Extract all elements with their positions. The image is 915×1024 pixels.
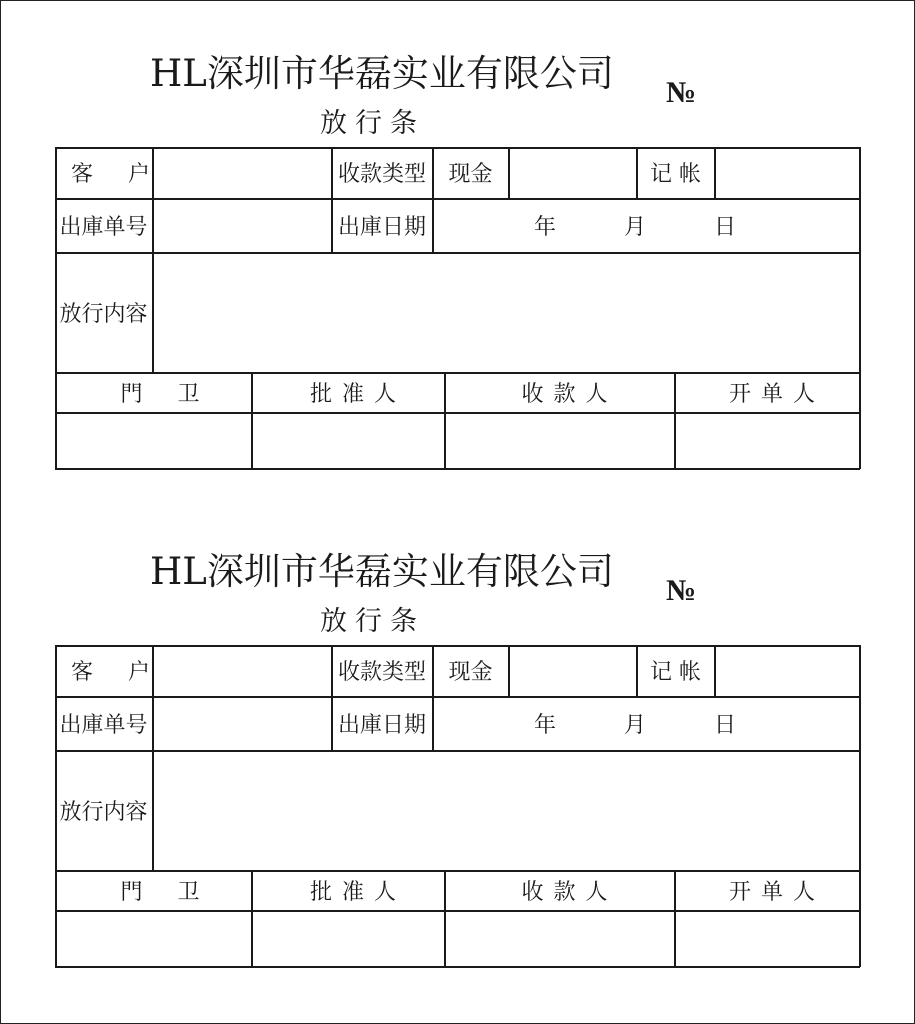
release-content-label: 放行内容 (59, 301, 148, 327)
cash-amount-field[interactable] (510, 646, 635, 695)
payee-label: 收款人 (521, 381, 618, 407)
outbound-number-label: 出庫单号 (59, 214, 148, 240)
release-content-field[interactable] (154, 254, 858, 371)
release-form-table (55, 645, 860, 967)
day-label: 日 (713, 712, 736, 738)
issuer-signature-field[interactable] (676, 414, 858, 467)
release-form-table (55, 147, 860, 469)
bookkeeping-field[interactable] (716, 148, 858, 197)
release-content-label: 放行内容 (59, 799, 148, 825)
outbound-number-field[interactable] (153, 200, 330, 251)
payment-type-label: 收款类型 (337, 162, 426, 187)
company-title: HL深圳市华磊实业有限公司 (150, 550, 614, 593)
form-title: 放行条 (320, 606, 425, 637)
outbound-date-label: 出庫日期 (337, 712, 426, 738)
approver-signature-field[interactable] (253, 414, 443, 467)
issuer-label: 开单人 (728, 879, 825, 905)
payment-type-label: 收款类型 (337, 660, 426, 685)
table-rule-vertical (859, 147, 861, 469)
approver-label: 批准人 (309, 381, 406, 407)
guard-signature-field[interactable] (57, 414, 250, 467)
serial-number-label: № (666, 574, 697, 607)
payee-signature-field[interactable] (446, 414, 673, 467)
month-label: 月 (623, 214, 646, 240)
guard-label: 門 卫 (120, 879, 214, 905)
month-label: 月 (623, 712, 646, 738)
customer-field[interactable] (153, 148, 330, 197)
day-label: 日 (713, 214, 736, 240)
guard-label: 門 卫 (120, 381, 214, 407)
release-slip-bottom (0, 498, 915, 998)
issuer-signature-field[interactable] (676, 912, 858, 965)
customer-label: 客 户 (71, 660, 164, 685)
year-label: 年 (533, 214, 556, 240)
release-slip-top (0, 0, 915, 500)
issuer-label: 开单人 (728, 381, 825, 407)
bookkeeping-label: 记 帐 (650, 660, 701, 685)
table-rule-horizontal (55, 966, 860, 968)
payee-label: 收款人 (521, 879, 618, 905)
cash-label: 现金 (448, 162, 493, 187)
outbound-date-label: 出庫日期 (337, 214, 426, 240)
year-label: 年 (533, 712, 556, 738)
customer-label: 客 户 (71, 162, 164, 187)
cash-amount-field[interactable] (510, 148, 635, 197)
company-title: HL深圳市华磊实业有限公司 (150, 52, 614, 95)
outbound-number-label: 出庫单号 (59, 712, 148, 738)
guard-signature-field[interactable] (57, 912, 250, 965)
cash-label: 现金 (448, 660, 493, 685)
approver-signature-field[interactable] (253, 912, 443, 965)
table-rule-horizontal (55, 468, 860, 470)
payee-signature-field[interactable] (446, 912, 673, 965)
customer-field[interactable] (153, 646, 330, 695)
serial-number-label: № (666, 76, 697, 109)
release-content-field[interactable] (154, 752, 858, 869)
bookkeeping-label: 记 帐 (650, 162, 701, 187)
bookkeeping-field[interactable] (716, 646, 858, 695)
approver-label: 批准人 (309, 879, 406, 905)
outbound-number-field[interactable] (153, 698, 330, 749)
table-rule-vertical (859, 645, 861, 967)
form-title: 放行条 (320, 108, 425, 139)
